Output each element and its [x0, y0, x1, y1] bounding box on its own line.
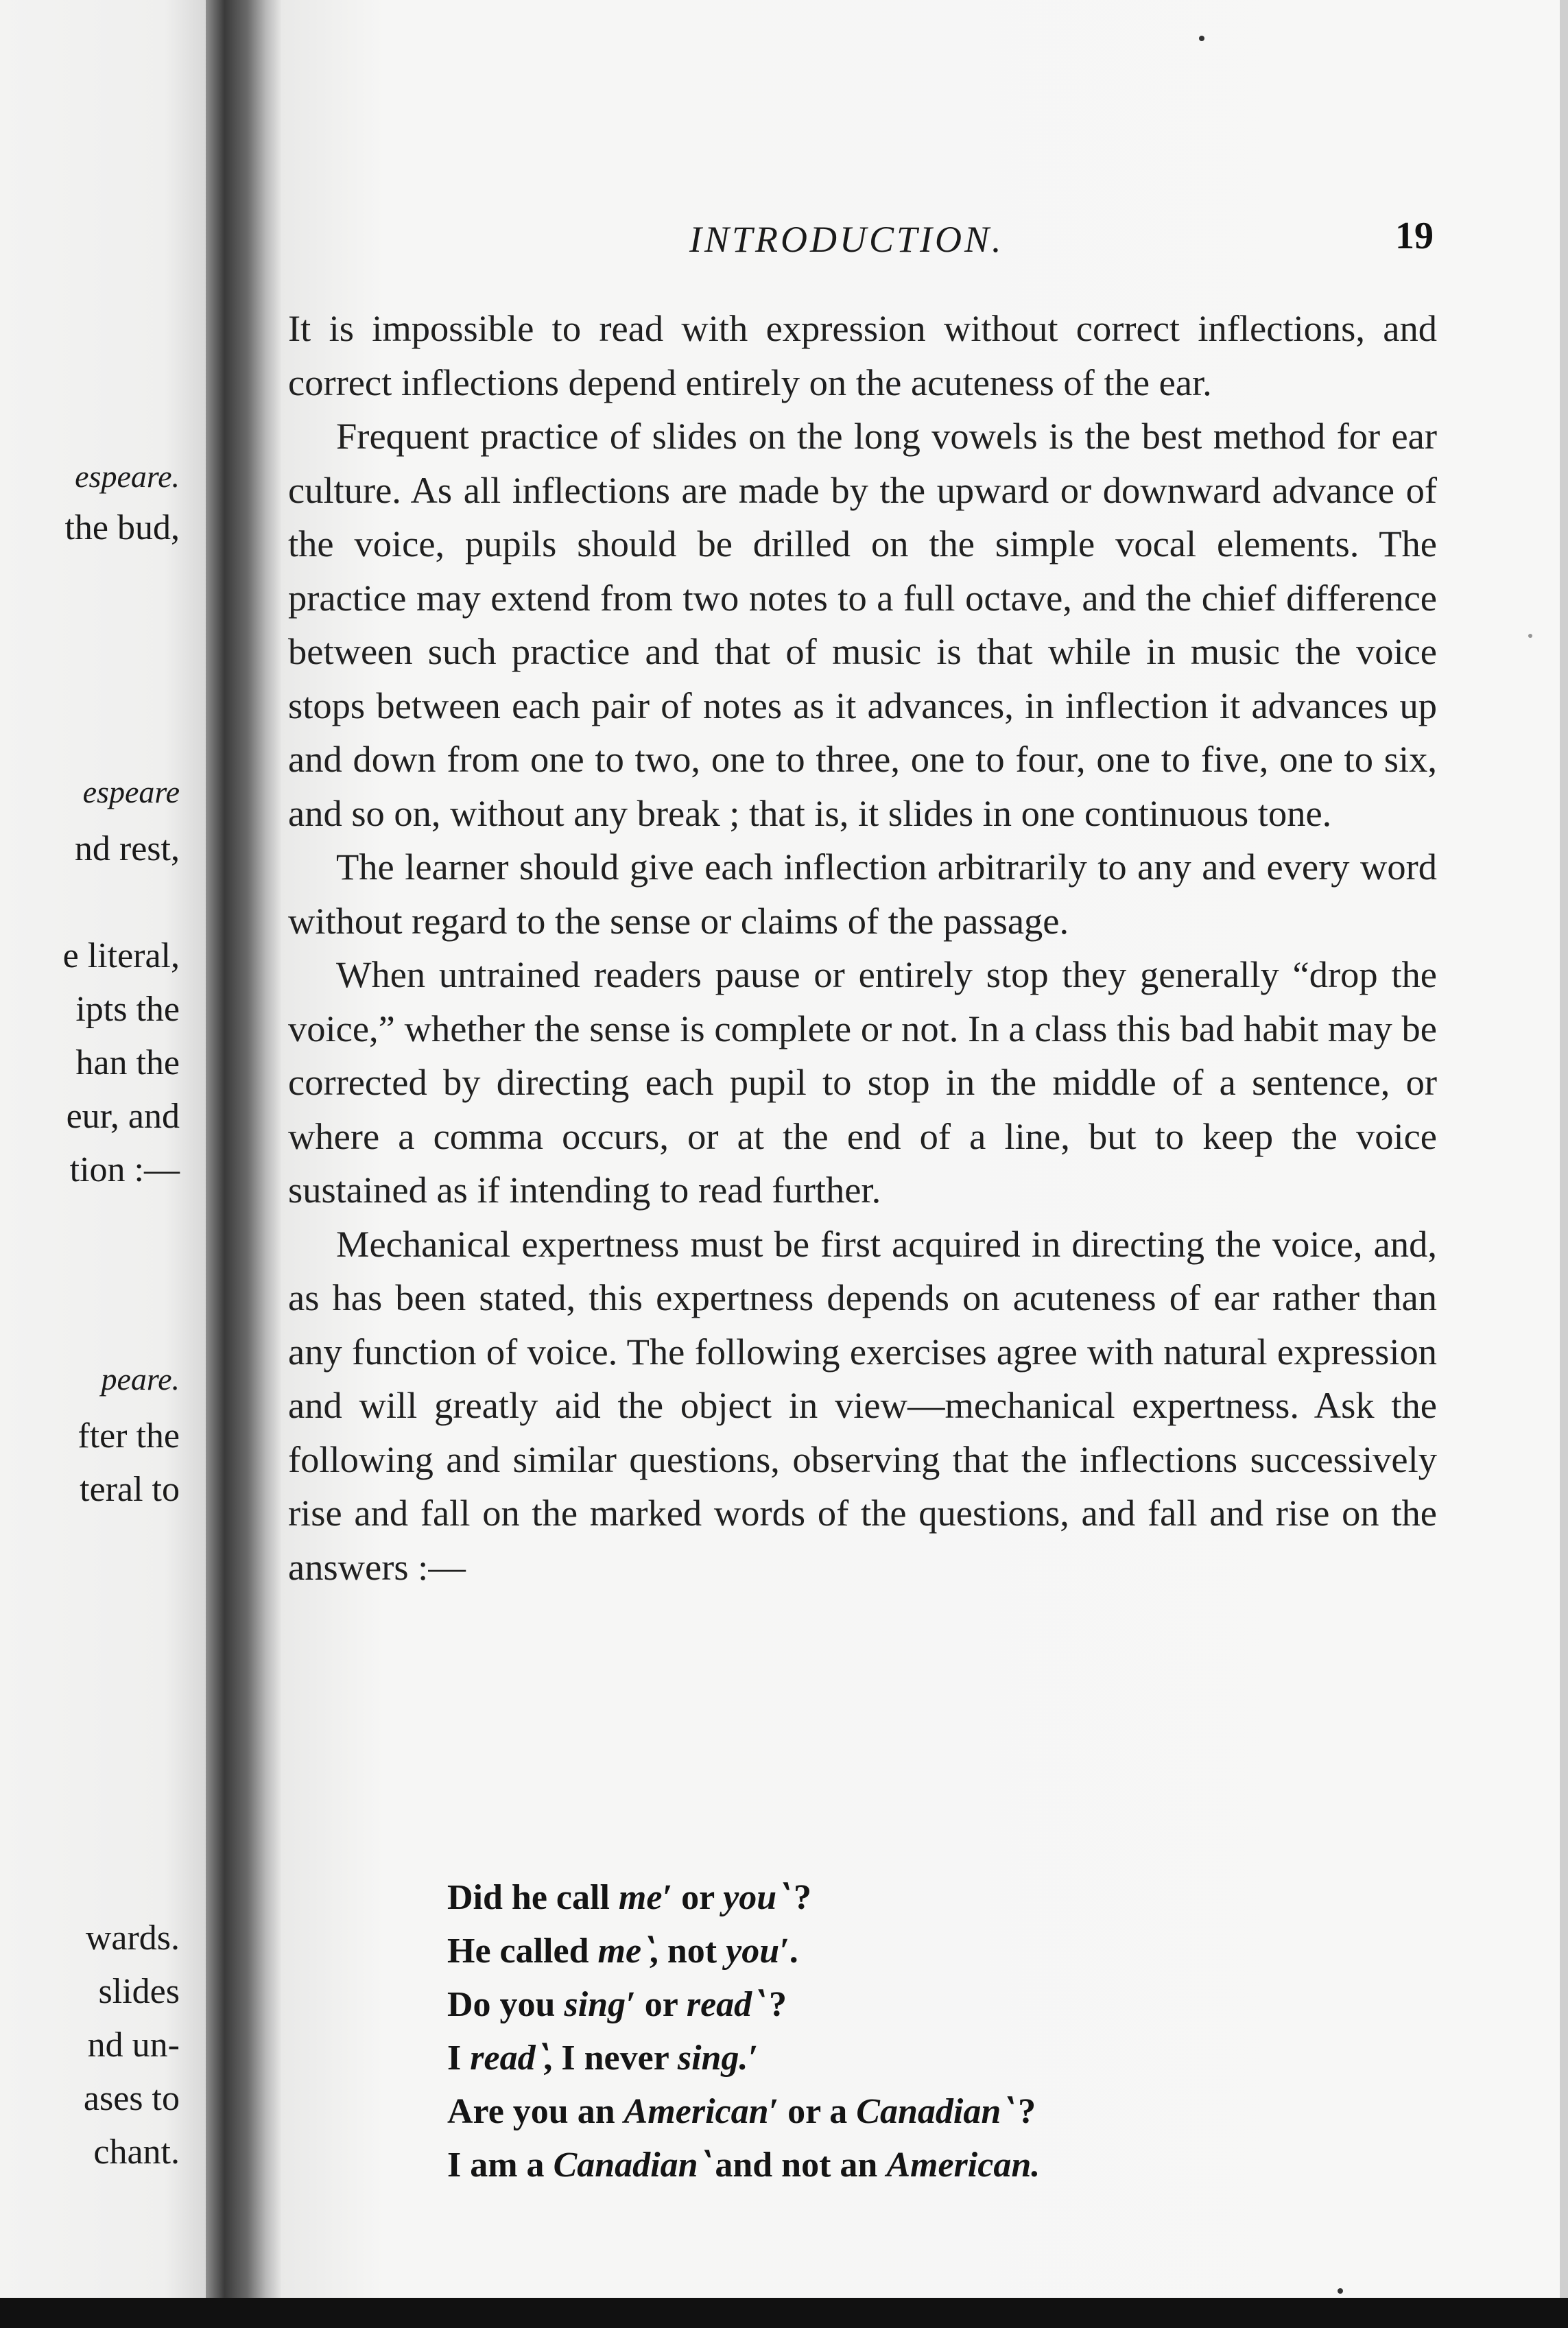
prev-page-line: nd un- [87, 2026, 180, 2065]
prev-page-line: chant. [93, 2133, 180, 2172]
page-number: 19 [1395, 215, 1434, 257]
example-text: I [447, 2039, 471, 2078]
example-text: ? [785, 1878, 812, 1917]
prev-page-line: e literal, [62, 936, 180, 975]
prev-page-line: ases to [83, 2079, 180, 2118]
example-text: Do you [447, 1985, 565, 2024]
prev-page-line: peare. [101, 1362, 180, 1397]
prev-page-line: espeare. [75, 459, 180, 494]
example-text: or [635, 1985, 687, 2024]
book-gutter-shadow [206, 0, 281, 2328]
paragraph: The learner should give each inflection arbitrarily to any and every word without regard to the sense or claims of the passage. [288, 846, 1437, 942]
example-text: or a [779, 2092, 857, 2131]
prev-page-line: teral to [80, 1470, 180, 1509]
dust-speck [1199, 36, 1204, 41]
example-text: . [789, 1932, 798, 1971]
example-marked-word: Canadian‵ [553, 2146, 706, 2185]
prev-page-line: the bud, [64, 508, 180, 547]
example-line [447, 1978, 1040, 2032]
prev-page-line: wards. [85, 1919, 180, 1958]
scan-bottom-border [0, 2298, 1568, 2328]
example-marked-word: sing′ [564, 1985, 636, 2024]
example-text: ? [759, 1985, 787, 2024]
example-text: Are you an [447, 2092, 624, 2131]
example-line [447, 2085, 1040, 2139]
paragraph: It is impossible to read with expression without correct inflections, and correct inflections depend entirely on the acuteness of the ear. [288, 307, 1437, 403]
example-text: Did he call [447, 1878, 619, 1917]
example-line [447, 2139, 1040, 2192]
prev-page-line: espeare [82, 774, 180, 809]
example-text: or [672, 1878, 724, 1917]
prev-page-line: han the [75, 1043, 180, 1082]
prev-page-line: tion :— [69, 1150, 180, 1189]
example-marked-word: read‵ [470, 2039, 544, 2078]
dust-speck [1528, 634, 1532, 638]
example-text: and not an [706, 2146, 887, 2185]
example-marked-word: you‵ [723, 1878, 785, 1917]
running-head: INTRODUCTION. [689, 219, 1004, 260]
example-marked-word: American. [886, 2146, 1041, 2185]
prev-page-line: nd rest, [74, 829, 180, 868]
example-sentences [447, 1871, 1040, 2192]
prev-page-line: slides [98, 1972, 180, 2011]
prev-page-line: fter the [78, 1416, 180, 1456]
example-line [447, 1871, 1040, 1925]
example-marked-word: me‵ [597, 1932, 650, 1971]
example-marked-word: me′ [618, 1878, 673, 1917]
example-line [447, 2032, 1040, 2085]
example-text: ? [1009, 2092, 1036, 2131]
example-text: He called [447, 1932, 598, 1971]
example-text: , I never [543, 2039, 678, 2078]
example-line [447, 1925, 1040, 1978]
paragraph: Mechanical expertness must be first acquired in directing the voice, and, as has been stated, this expertness depends on acuteness of ear rather than any function of voice. The following exercises agree with natural expression and will greatly aid the object in view—mechanical expertness. Ask the following and similar questions, observing that the inflections successively rise and fall on the marked words of the questions, and fall and rise on the answers :— [288, 1222, 1437, 1588]
example-text: I am a [447, 2146, 554, 2185]
page-edge [1560, 0, 1568, 2328]
example-text: , not [649, 1932, 726, 1971]
prev-page-line: eur, and [66, 1097, 180, 1136]
example-marked-word: Canadian‵ [856, 2092, 1010, 2131]
example-marked-word: sing.′ [677, 2039, 759, 2078]
example-marked-word: read‵ [686, 1985, 760, 2024]
previous-page-sliver [0, 0, 206, 2328]
body-text [288, 302, 1437, 1594]
example-marked-word: you′ [726, 1932, 789, 1971]
dust-speck [1338, 2288, 1343, 2294]
example-marked-word: American′ [623, 2092, 779, 2131]
prev-page-line: ipts the [75, 990, 180, 1029]
paragraph: When untrained readers pause or entirely stop they generally “drop the voice,” whether the sense is complete or not. In a class this bad habit may be corrected by directing each pupil to stop in the middle of a sentence, or where a comma occurs, or at the end of a line, but to keep the voice sustained as if intending to read further. [288, 953, 1437, 1211]
paragraph: Frequent practice of slides on the long vowels is the best method for ear culture. As all inflections are made by the upward or downward advance of the voice, pupils should be drilled on the simple vocal elements. The practice may extend from two notes to a full octave, and the chief difference between such practice and that of music is that while in music the voice stops between each pair of notes as it advances, in inflection it advances up and down from one to two, one to three, one to four, one to five, one to six, and so on, without any break ; that is, it slides in one continuous tone. [288, 415, 1437, 834]
